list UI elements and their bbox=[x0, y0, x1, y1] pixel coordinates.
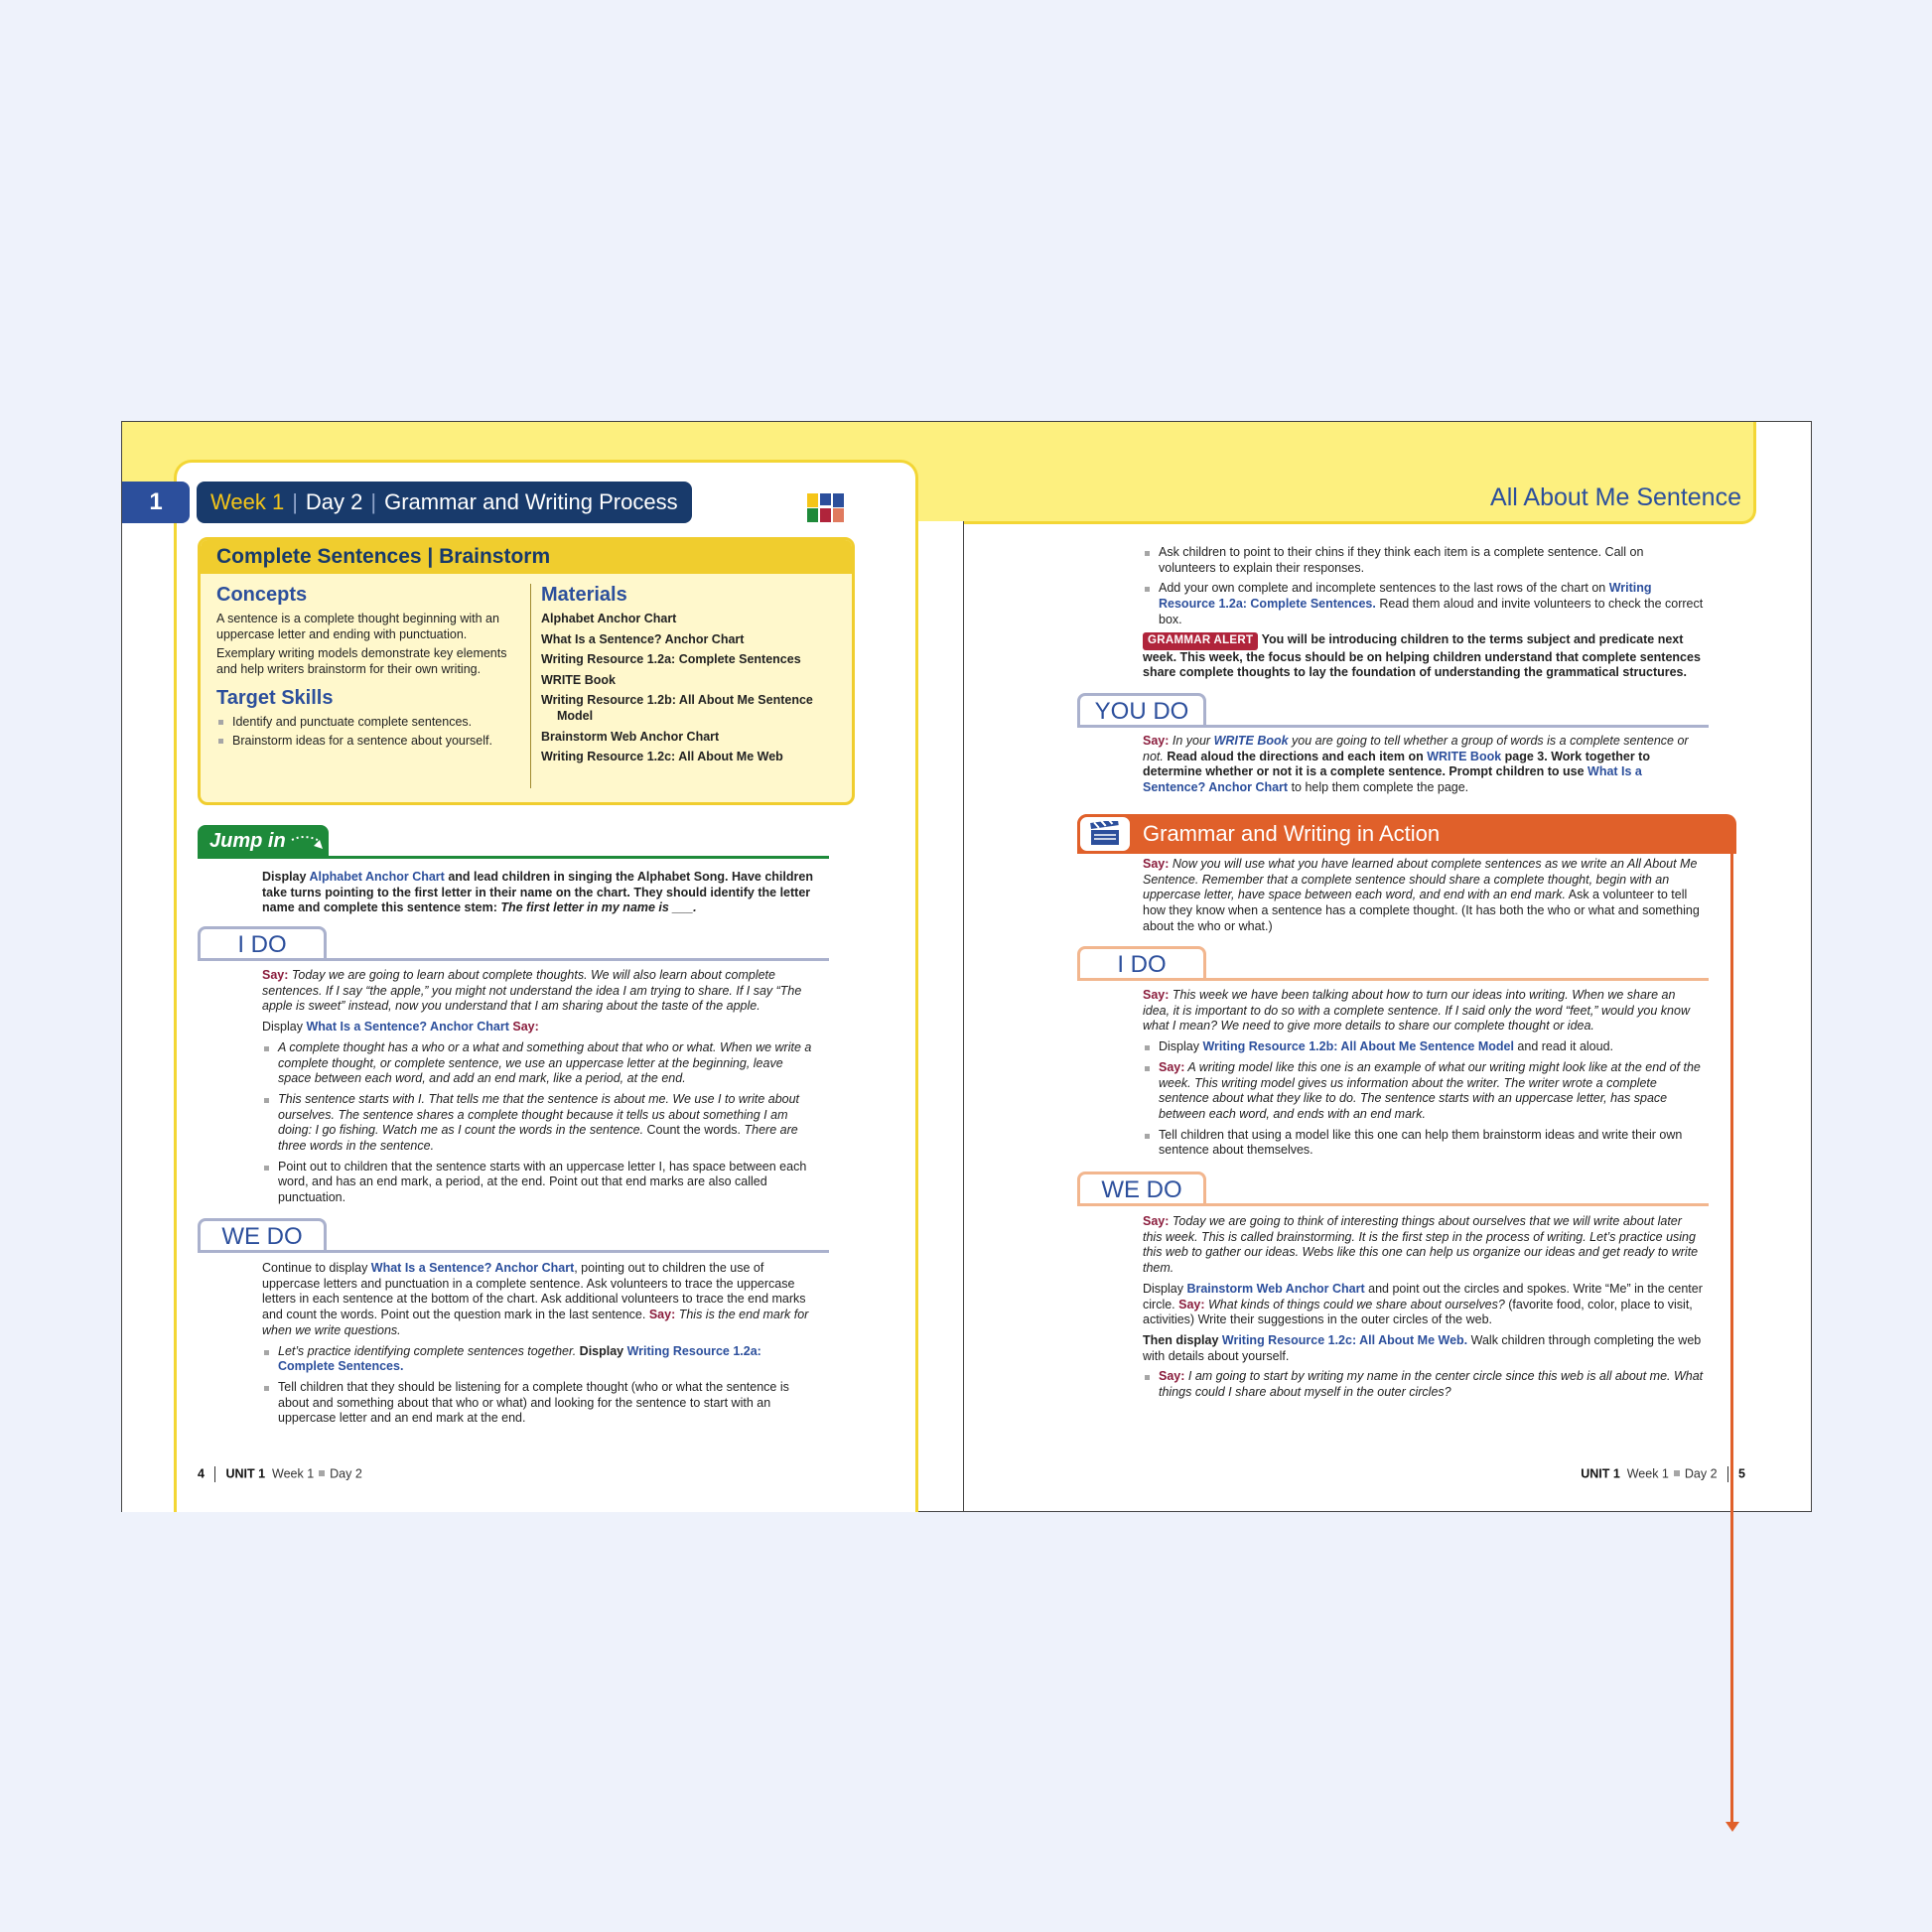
material-item: Alphabet Anchor Chart bbox=[541, 612, 677, 625]
concepts-title: Concepts bbox=[216, 584, 308, 606]
list-item: Let’s practice identifying complete sentences together. Display Writing Resource 1.2a: Complete Sentences. bbox=[262, 1344, 818, 1375]
i-do-tab: I DO bbox=[1077, 946, 1206, 980]
page-footer: UNIT 1 Week 1 Day 2 5 bbox=[1581, 1466, 1745, 1481]
resource-link[interactable]: Writing Resource 1.2a: Complete Sentences. bbox=[278, 1343, 761, 1374]
blocks-logo-icon bbox=[807, 493, 853, 523]
list-item: Point out to children that the sentence starts with an uppercase letter I, has space between each word, and has an end mark, a period, at the end. Point out that end marks are also called punctuation. bbox=[262, 1160, 818, 1206]
sentence-chart-link[interactable]: What Is a Sentence? Anchor Chart bbox=[306, 1020, 509, 1035]
grammar-alert-badge: GRAMMAR ALERT bbox=[1143, 632, 1258, 650]
material-item: What Is a Sentence? Anchor Chart bbox=[541, 631, 745, 646]
day-label: Day 2 bbox=[305, 489, 363, 514]
material-item: Brainstorm Web Anchor Chart bbox=[541, 729, 720, 744]
i-do-content: Say: Today we are going to learn about complete thoughts. We will also learn about complete sentences. If I say “the apple,” you might not understand the idea I am trying to share. If I say “The apple is sweet” instead, now you understand that I am sharing about the taste of the apple. Display What Is a Sentence? Anchor Chart Say: A complete thought has a who or a what and something about that who or what. When we write a complete thought, or complete sentence, we use an uppercase letter at the beginning, leave space between each word, and add an end mark, like a period, at the end. This sentence starts with I. That tells me that the sentence is about me. We use I to write about ourselves. The sentence shares a complete thought because it tells us about something I am doing: I go fishing. Watch me as I count the words in the sentence. Count the words. There are three words in the sentence. Point out to children that the sentence starts with an uppercase letter I, has space between each word, and has an end mark, a period, at the end. Point out that end marks are also called punctuation. bbox=[262, 968, 818, 1206]
list-item: This sentence starts with I. That tells me that the sentence is about me. We use I to write about ourselves. The sentence shares a complete thought because it tells us about something I am doing: I go fishing. Watch me as I count the words in the sentence. Count the words. There are three words in the sentence. bbox=[262, 1092, 818, 1155]
i-do-content: Say: This week we have been talking about how to turn our ideas into writing. When we share an idea, it is important to do so with a complete sentence. If I said only the word “feet,” would you know what I mean? We need to give more details to share our complete thought or idea. Display Writing Resource 1.2b: All About Me Sentence Model and read it aloud. Say: A writing model like this one is an example of what our writing might look like at the end of the week. This writing model gives us information about the writer. The writer wrote a complete sentence about what they like to do. The sentence starts with an uppercase letter, has space between each word, and ends with an end mark. Tell children that using a model like this one can help them brainstorm ideas and write their own sentence about themselves. bbox=[1143, 988, 1704, 1159]
page-number: 4 bbox=[198, 1466, 205, 1481]
intro-content bbox=[1143, 545, 1704, 628]
list-item: Ask children to point to their chins if they think each item is a complete sentence. Call on volunteers to explain their responses. bbox=[1143, 545, 1704, 576]
we-do-tab: WE DO bbox=[1077, 1172, 1206, 1205]
i-do-tab: I DO bbox=[198, 926, 327, 960]
jump-in-tab bbox=[198, 825, 329, 858]
skill-item: Identify and punctuate complete sentences. bbox=[216, 714, 514, 730]
sentence-chart-link[interactable]: What Is a Sentence? Anchor Chart bbox=[1143, 764, 1642, 795]
list-item: Tell children that they should be listening for a complete thought (who or what the sentence is about and something about that who or what) and looking for the sentence to start with an uppercase letter and an end mark at the end. bbox=[262, 1380, 818, 1427]
grammar-alert: GRAMMAR ALERT You will be introducing children to the terms subject and predicate next week. This week, the focus should be on helping children understand that complete sentences share complete thoughts to lay the foundation of understanding the grammatical structures. bbox=[1143, 632, 1701, 680]
list-item: Say: A writing model like this one is an example of what our writing might look like at the end of the week. This writing model gives us information about the writer. The writer wrote a complete sentence about what they like to do. The sentence starts with an uppercase letter, has space between each word, and ends with an end mark. bbox=[1143, 1060, 1704, 1123]
page-number: 5 bbox=[1738, 1466, 1745, 1481]
you-do-content: Say: In your WRITE Book you are going to tell whether a group of words is a complete sentence or not. Read aloud the directions and each item on WRITE Book page 3. Work together to determine whether or not it is a complete sentence. Prompt children to use What Is a Sentence? Anchor Chart to help them complete the page. bbox=[1143, 734, 1689, 795]
list-item: Say: I am going to start by writing my name in the center circle since this web is all about me. What things could I share about myself in the outer circles? bbox=[1143, 1369, 1704, 1400]
clapperboard-icon bbox=[1077, 814, 1133, 854]
alphabet-chart-link[interactable]: Alphabet Anchor Chart bbox=[309, 870, 445, 884]
sentence-chart-link[interactable]: What Is a Sentence? Anchor Chart bbox=[370, 1261, 575, 1275]
skill-item: Brainstorm ideas for a sentence about yourself. bbox=[216, 733, 514, 749]
material-item: Writing Resource 1.2b: All About Me Sentence Model bbox=[541, 693, 813, 723]
action-header: Grammar and Writing in Action bbox=[1077, 814, 1736, 854]
we-do-content: Say: Today we are going to think of interesting things about ourselves that we will write about later this week. This is called brainstorming. It is the first step in the process of writing. Let’s practice using this web to gather our ideas. Webs like this one can help us organize our ideas and get ready to write them. Display Brainstorm Web Anchor Chart and point out the circles and spokes. Write “Me” in the center circle. Say: What kinds of things could we share about ourselves? (favorite food, color, place to visit, activities) Write their suggestions in the outer circles of the web. Then display Writing Resource 1.2c: All About Me Web. Walk children through completing the web with details about yourself. Say: I am going to start by writing my name in the center circle since this web is all about me. What things could I share about myself in the outer circles? bbox=[1143, 1214, 1704, 1400]
concepts-text: Exemplary writing models demonstrate key elements and help writers brainstorm for their own writing. bbox=[216, 646, 507, 676]
resource-link[interactable]: Writing Resource 1.2a: Complete Sentences. bbox=[1159, 581, 1652, 612]
material-item: Writing Resource 1.2c: All About Me Web bbox=[541, 750, 783, 763]
overview-heading: Complete Sentences | Brainstorm bbox=[201, 540, 852, 574]
write-book-link[interactable]: WRITE Book bbox=[1213, 734, 1289, 748]
week-label: Week 1 bbox=[210, 489, 285, 514]
page-title: All About Me Sentence bbox=[1490, 483, 1741, 511]
action-content: Say: Now you will use what you have learned about complete sentences as we write an All About Me Sentence. Remember that a complete sentence should share a complete thought, begin with an uppercase letter, have space between each word, and end with an end mark. Ask a volunteer to tell how they know when a sentence has a complete thought. (It has both the who or what and something about the who or what.) bbox=[1143, 857, 1700, 933]
brainstorm-chart-link[interactable]: Brainstorm Web Anchor Chart bbox=[1186, 1281, 1365, 1296]
jump-in-label: Jump in bbox=[209, 830, 286, 852]
lesson-overview-box bbox=[198, 537, 855, 805]
list-item: Tell children that using a model like this one can help them brainstorm ideas and write their own sentence about themselves. bbox=[1143, 1128, 1704, 1159]
concepts-text: A sentence is a complete thought beginning with an uppercase letter and ending with punctuation. bbox=[216, 612, 499, 641]
target-skills-title: Target Skills bbox=[216, 687, 334, 709]
right-page bbox=[964, 422, 1811, 1511]
we-do-content: Continue to display What Is a Sentence? Anchor Chart, pointing out to children the use of uppercase letters and punctuation in a complete sentence. Ask volunteers to trace the uppercase letters in each sentence at the bottom of the chart. Ask additional volunteers to trace the end marks and count the words. Point out the question mark in the last sentence. Say: This is the end mark for when we write questions. Let’s practice identifying complete sentences together. Display Writing Resource 1.2a: Complete Sentences. Tell children that they should be listening for a complete thought (who or what the sentence is about and something about that who or what) and looking for the sentence to start with an uppercase letter and an end mark at the end. bbox=[262, 1261, 818, 1427]
list-item: Add your own complete and incomplete sentences to the last rows of the chart on Writing Resource 1.2a: Complete Sentences. Read them aloud and invite volunteers to check the correct box. bbox=[1143, 581, 1704, 627]
material-item: Writing Resource 1.2a: Complete Sentences bbox=[541, 652, 801, 666]
resource-link[interactable]: Writing Resource 1.2c: All About Me Web. bbox=[1221, 1332, 1468, 1347]
unit-number-tab: 1 bbox=[122, 482, 190, 523]
list-item: A complete thought has a who or a what and something about that who or what. When we write a complete thought, or complete sentence, we use an uppercase letter at the beginning, leave space between each word, and add an end mark, like a period, at the end. bbox=[262, 1040, 818, 1087]
lesson-title: Week 1 | Day 2 | Grammar and Writing Process bbox=[197, 482, 692, 523]
write-book-link[interactable]: WRITE Book bbox=[1427, 749, 1502, 763]
book-spread bbox=[121, 421, 1812, 1512]
down-arrow-icon bbox=[1725, 1822, 1739, 1832]
resource-link[interactable]: Writing Resource 1.2b: All About Me Sentence Model bbox=[1202, 1039, 1514, 1054]
material-item: WRITE Book bbox=[541, 672, 616, 687]
list-item: Display Writing Resource 1.2b: All About Me Sentence Model and read it aloud. bbox=[1143, 1039, 1704, 1055]
we-do-tab: WE DO bbox=[198, 1218, 327, 1252]
dotted-arrow-icon bbox=[290, 832, 326, 852]
topic-label: Grammar and Writing Process bbox=[384, 489, 678, 514]
jump-in-text: Display Alphabet Anchor Chart and lead children in singing the Alphabet Song. Have children take turns pointing to the first letter in their name on the chart. They should identify the letter name and complete this sentence stem: The first letter in my name is ___. bbox=[262, 870, 813, 915]
materials-title: Materials bbox=[541, 584, 627, 606]
page-footer: 4 UNIT 1 Week 1 Day 2 bbox=[198, 1466, 362, 1481]
you-do-tab: YOU DO bbox=[1077, 693, 1206, 727]
left-page bbox=[122, 422, 964, 1511]
